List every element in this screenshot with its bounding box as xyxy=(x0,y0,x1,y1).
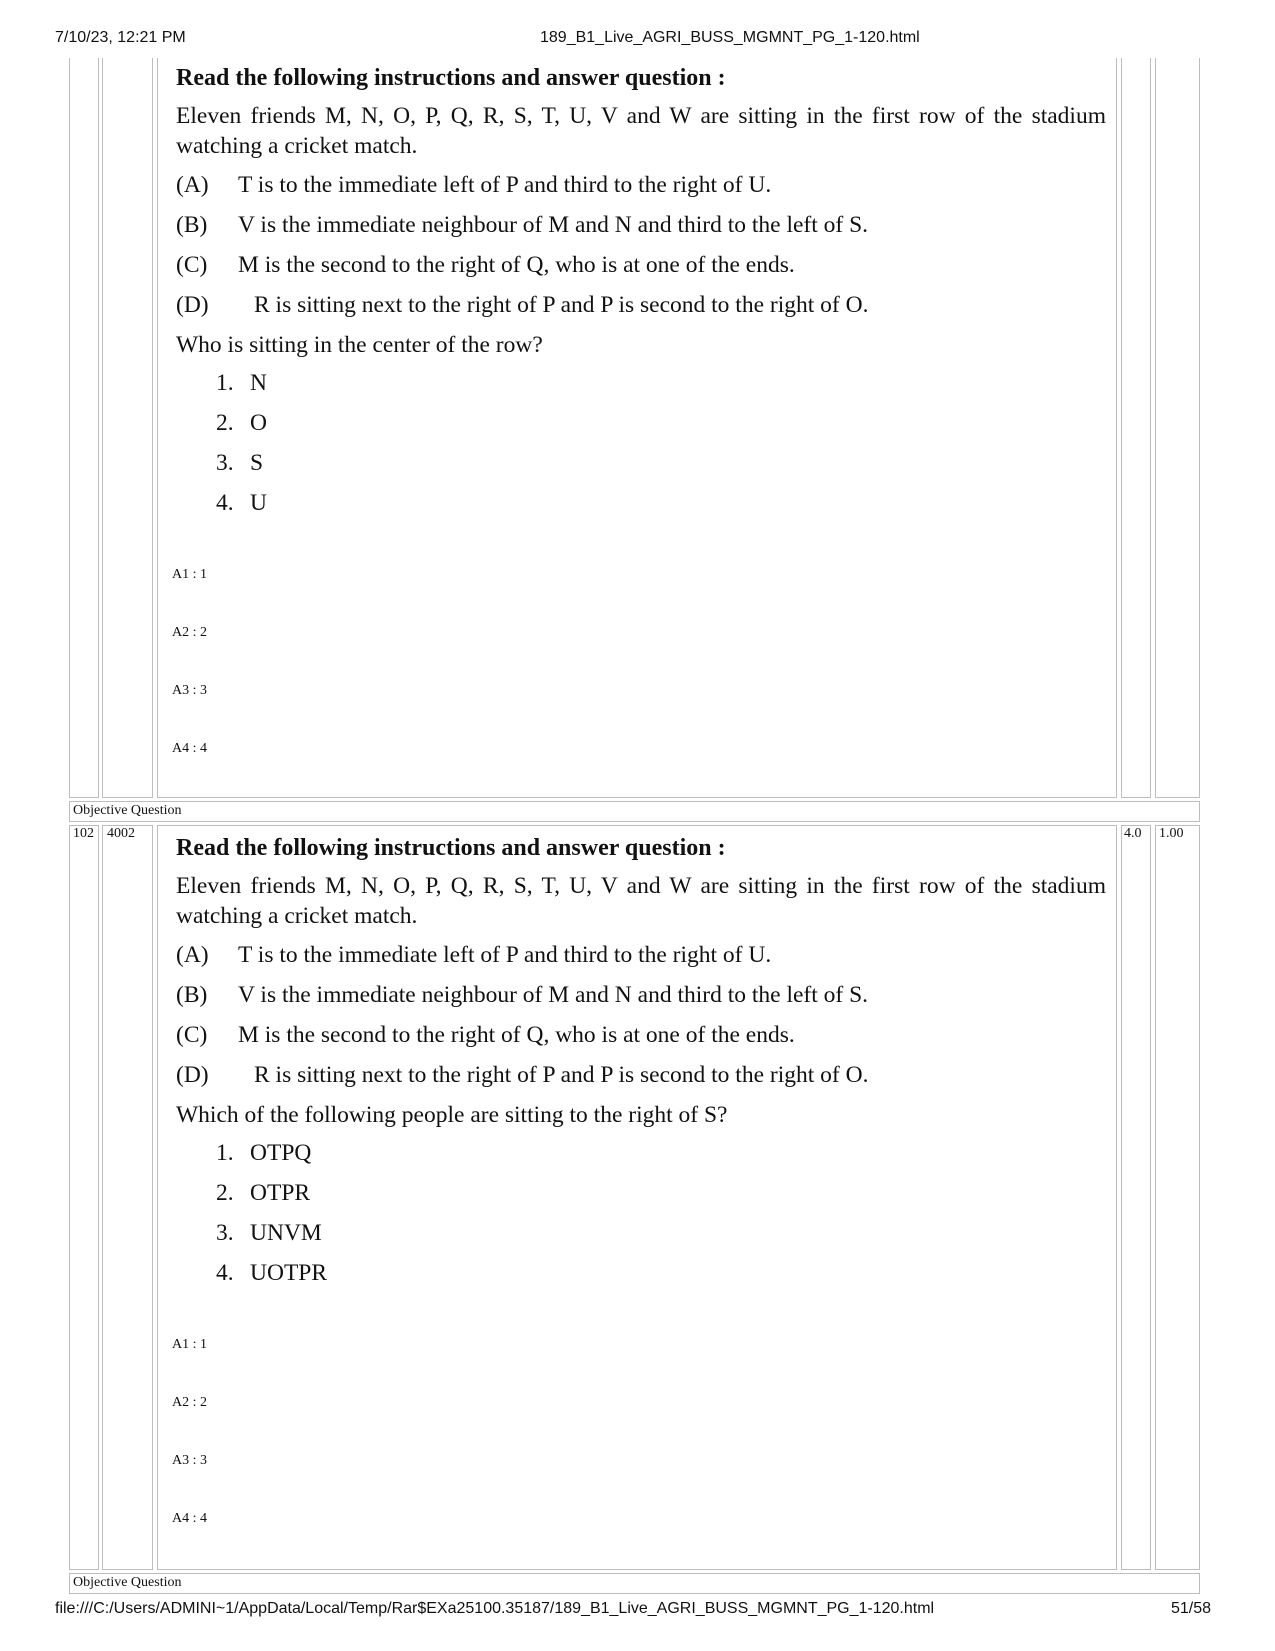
q2-answer-2: A2 : 2 xyxy=(172,1395,207,1410)
q1-answer-3: A3 : 3 xyxy=(172,683,207,698)
q1-heading: Read the following instructions and answer question : xyxy=(176,65,726,91)
q2-type-row xyxy=(69,1573,1200,1594)
option-number: 2. xyxy=(216,410,234,436)
q1-content xyxy=(176,63,1106,528)
option-text: OTPR xyxy=(250,1180,311,1206)
condition-text: T is to the immediate left of P and third to the right of U. xyxy=(238,942,772,968)
condition-label: (D) xyxy=(176,292,209,318)
condition-label: (B) xyxy=(176,982,208,1008)
q1-answer-2: A2 : 2 xyxy=(172,625,207,640)
q1-marks-cell xyxy=(1121,58,1151,798)
condition-label: (D) xyxy=(176,1062,209,1088)
q1-options xyxy=(216,368,1106,518)
condition-text: T is to the immediate left of P and third to the right of U. xyxy=(238,172,772,198)
q1-answer-1: A1 : 1 xyxy=(172,567,207,582)
q2-question-text: Which of the following people are sitting to the right of S? xyxy=(176,1102,728,1128)
option-item xyxy=(216,1178,1106,1208)
q1-condition-b xyxy=(176,210,1106,240)
q2-type-label: Objective Question xyxy=(73,1575,182,1590)
option-number: 1. xyxy=(216,1140,234,1166)
option-item xyxy=(216,1258,1106,1288)
q1-condition-d xyxy=(176,290,1106,320)
q2-sno-cell xyxy=(69,825,99,1570)
option-item xyxy=(216,1138,1106,1168)
option-text: O xyxy=(250,410,267,436)
option-number: 3. xyxy=(216,1220,234,1246)
option-text: N xyxy=(250,370,267,396)
option-text: UOTPR xyxy=(250,1260,328,1286)
q1-condition-a xyxy=(176,170,1106,200)
condition-text: R is sitting next to the right of P and P is second to the right of O. xyxy=(254,1062,869,1088)
option-item xyxy=(216,408,1106,438)
condition-label: (A) xyxy=(176,942,209,968)
condition-text: V is the immediate neighbour of M and N and third to the left of S. xyxy=(238,212,869,238)
condition-label: (C) xyxy=(176,252,208,278)
option-text: S xyxy=(250,450,264,476)
q2-neg-cell xyxy=(1155,825,1200,1570)
q2-options xyxy=(216,1138,1106,1288)
option-number: 4. xyxy=(216,1260,234,1286)
page-number: 51/58 xyxy=(1170,1600,1211,1617)
q1-answer-4: A4 : 4 xyxy=(172,741,207,756)
q2-content xyxy=(176,833,1106,1298)
condition-label: (C) xyxy=(176,1022,208,1048)
q2-serial-number: 102 xyxy=(73,826,94,841)
q2-negative-marks: 1.00 xyxy=(1159,826,1184,841)
print-datetime: 7/10/23, 12:21 PM xyxy=(55,29,186,46)
q2-answer-4: A4 : 4 xyxy=(172,1511,207,1526)
q2-question-id: 4002 xyxy=(107,826,135,841)
q2-condition-d xyxy=(176,1060,1106,1090)
q1-qid-cell xyxy=(102,58,153,798)
q2-condition-b xyxy=(176,980,1106,1010)
q2-answer-1: A1 : 1 xyxy=(172,1337,207,1352)
option-item xyxy=(216,1218,1106,1248)
q2-condition-a xyxy=(176,940,1106,970)
condition-text: M is the second to the right of Q, who is at one of the ends. xyxy=(238,252,795,278)
q1-neg-cell xyxy=(1155,58,1200,798)
q2-condition-c xyxy=(176,1020,1106,1050)
option-item xyxy=(216,448,1106,478)
q1-sno-cell xyxy=(69,58,99,798)
option-number: 4. xyxy=(216,490,234,516)
condition-text: V is the immediate neighbour of M and N and third to the left of S. xyxy=(238,982,869,1008)
condition-text: M is the second to the right of Q, who is at one of the ends. xyxy=(238,1022,795,1048)
option-text: U xyxy=(250,490,267,516)
condition-label: (A) xyxy=(176,172,209,198)
q2-heading: Read the following instructions and answer question : xyxy=(176,835,726,861)
print-file-path: file:///C:/Users/ADMINI~1/AppData/Local/Temp/Rar$EXa25100.35187/189_B1_Live_AGRI_BUSS_MGMNT_PG_1-120.html xyxy=(55,1600,935,1617)
q1-type-row xyxy=(69,801,1200,822)
option-number: 2. xyxy=(216,1180,234,1206)
option-text: UNVM xyxy=(250,1220,322,1246)
option-text: OTPQ xyxy=(250,1140,312,1166)
option-item xyxy=(216,488,1106,518)
q2-answer-3: A3 : 3 xyxy=(172,1453,207,1468)
q2-qid-cell xyxy=(102,825,153,1570)
print-file-title: 189_B1_Live_AGRI_BUSS_MGMNT_PG_1-120.html xyxy=(540,29,920,46)
q1-type-label: Objective Question xyxy=(73,803,182,818)
option-item xyxy=(216,368,1106,398)
condition-text: R is sitting next to the right of P and P is second to the right of O. xyxy=(254,292,869,318)
q1-question-text: Who is sitting in the center of the row? xyxy=(176,332,543,358)
option-number: 3. xyxy=(216,450,234,476)
q2-marks-cell xyxy=(1121,825,1151,1570)
condition-label: (B) xyxy=(176,212,208,238)
q2-intro: Eleven friends M, N, O, P, Q, R, S, T, U, V and W are sitting in the first row of the stadium watching a cricket match. xyxy=(176,873,1106,929)
q1-condition-c xyxy=(176,250,1106,280)
q2-marks: 4.0 xyxy=(1124,826,1142,841)
option-number: 1. xyxy=(216,370,234,396)
q1-intro: Eleven friends M, N, O, P, Q, R, S, T, U, V and W are sitting in the first row of the stadium watching a cricket match. xyxy=(176,103,1106,159)
